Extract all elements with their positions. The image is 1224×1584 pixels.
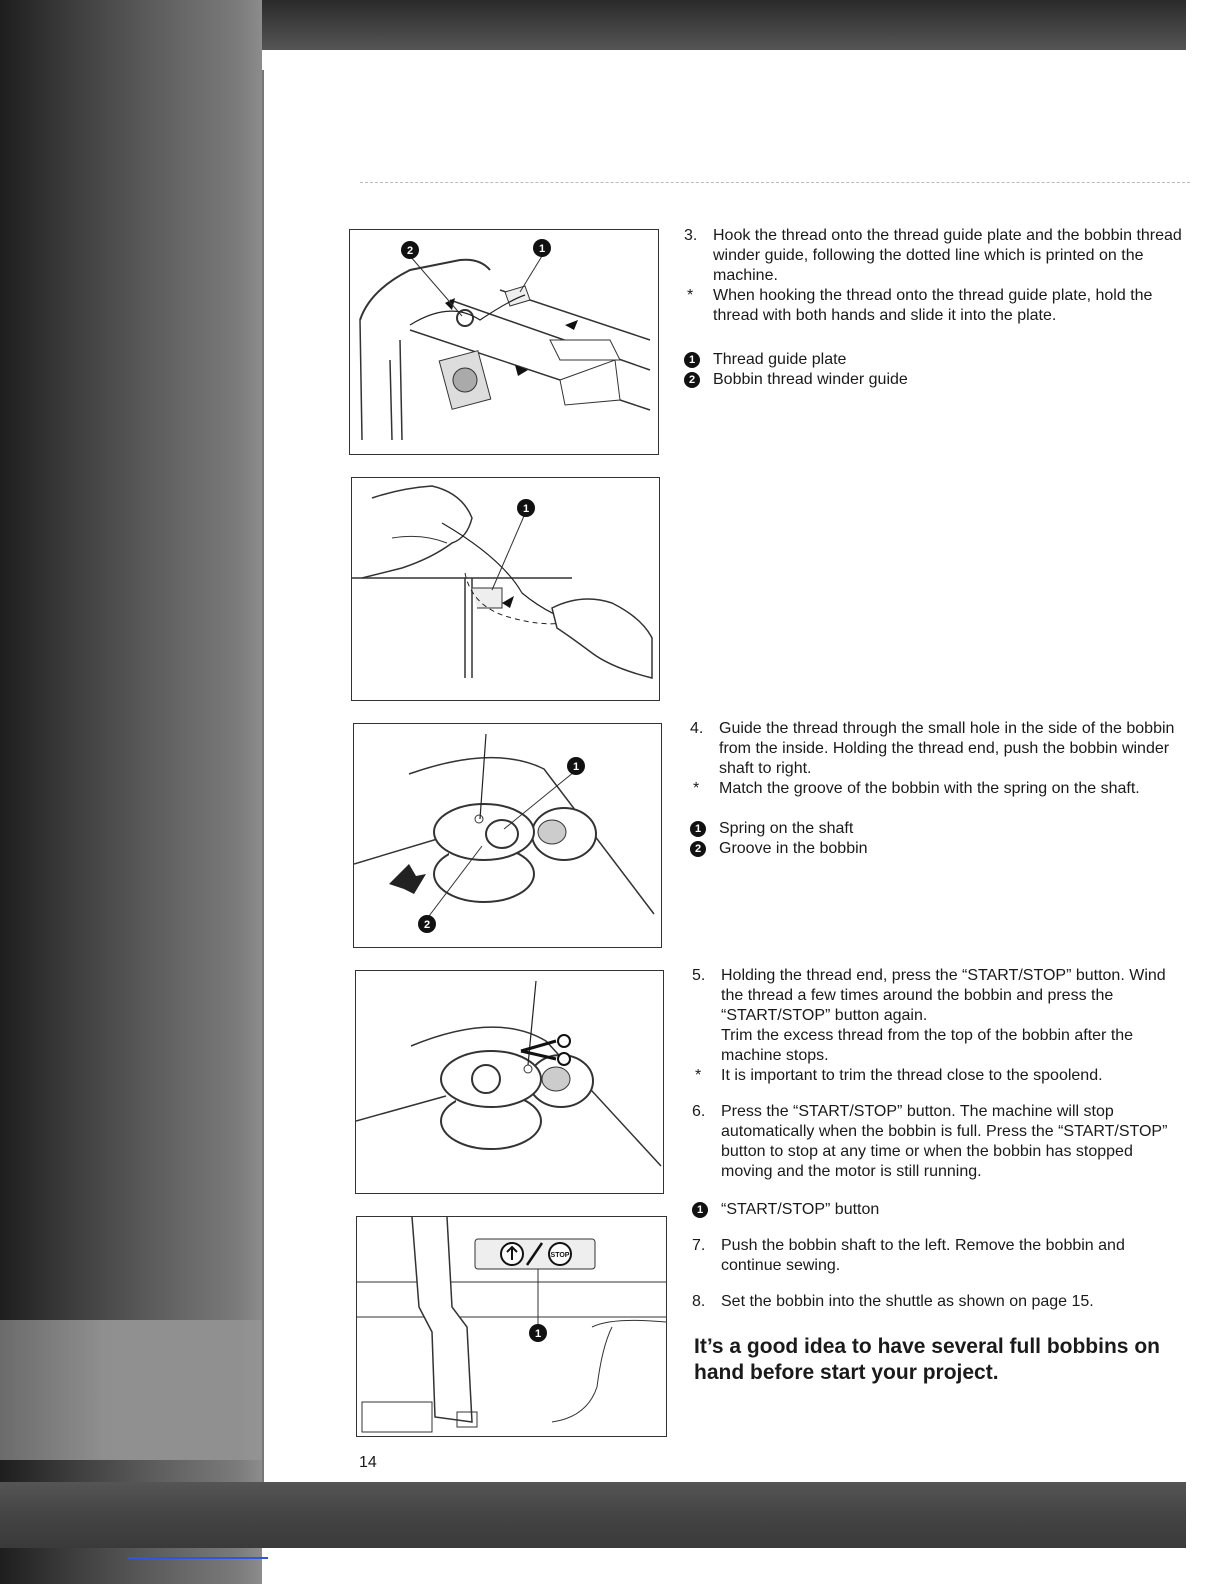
- step-5: [692, 966, 1186, 1066]
- figure1-callout-1: 1: [538, 243, 546, 255]
- legend-bobbin-winder-guide: [684, 370, 1186, 390]
- step-6-number: 6.: [692, 1103, 706, 1120]
- step-4-text: Guide the thread through the small hole in the side of the bobbin from the inside. Holding the thread end, push the bobbin winder shaft to right.: [719, 720, 1175, 777]
- step-4-note-text: Match the groove of the bobbin with the spring on the shaft.: [719, 780, 1140, 797]
- figure-bobbin-shaft: [353, 723, 662, 948]
- step-8-text: Set the bobbin into the shuttle as shown on page 15.: [721, 1293, 1094, 1310]
- step-5-note: [692, 1066, 1186, 1086]
- legend-label: “START/STOP” button: [721, 1201, 880, 1218]
- hands-thread-illustration: [352, 478, 659, 700]
- figure3-callout-1: 1: [572, 761, 580, 773]
- start-stop-illustration: [357, 1217, 666, 1436]
- step-6-text: Press the “START/STOP” button. The machine will stop automatically when the bobbin is full. Press the “START/STOP” button to stop at any time or when the bobbin has stopped moving and the motor is still running.: [721, 1103, 1168, 1180]
- step-4: [690, 719, 1186, 779]
- section-step-3: [684, 226, 1186, 390]
- figure3-callout-2: 2: [423, 919, 431, 931]
- legend-label: Bobbin thread winder guide: [713, 371, 908, 388]
- legend-start-stop-button: [692, 1200, 1186, 1220]
- legend-spring-on-shaft: [690, 819, 1186, 839]
- legend-badge-2: 2: [684, 372, 700, 388]
- step-3-text: Hook the thread onto the thread guide plate and the bobbin thread winder guide, following the dotted line which is printed on the machine.: [713, 227, 1182, 284]
- bobbin-shaft-illustration: [354, 724, 661, 947]
- legend-label: Thread guide plate: [713, 351, 847, 368]
- tip-heading: It’s a good idea to have several full bobbins on hand before start your project.: [694, 1335, 1160, 1384]
- scan-background-left: [0, 0, 262, 1584]
- figure-start-stop-button: [356, 1216, 667, 1437]
- figure1-callout-2: 2: [406, 245, 414, 257]
- header-dashed-line: [360, 182, 1190, 183]
- step-3-note-text: When hooking the thread onto the thread guide plate, hold the thread with both hands and slide it into the plate.: [713, 287, 1153, 324]
- step-4-note: [690, 779, 1186, 799]
- section-step-4: [690, 719, 1186, 859]
- step-8-number: 8.: [692, 1293, 706, 1310]
- figure5-callout-1: 1: [534, 1328, 542, 1340]
- legend-badge-1: 1: [692, 1202, 708, 1218]
- legend-badge-2: 2: [690, 841, 706, 857]
- legend-label: Spring on the shaft: [719, 820, 854, 837]
- stop-button-label: STOP: [550, 1252, 570, 1259]
- legend-label: Groove in the bobbin: [719, 840, 868, 857]
- step-4-number: 4.: [690, 720, 704, 737]
- step-5-note-text: It is important to trim the thread close to the spoolend.: [721, 1067, 1103, 1084]
- legend-badge-1: 1: [690, 821, 706, 837]
- thread-guide-illustration: [350, 230, 658, 454]
- link-underline: [128, 1557, 268, 1559]
- legend-thread-guide-plate: [684, 350, 1186, 370]
- step-3: [684, 226, 1186, 286]
- note-marker: *: [687, 287, 694, 304]
- step-3-number: 3.: [684, 227, 698, 244]
- step-5-number: 5.: [692, 967, 706, 984]
- figure-thread-guide: [349, 229, 659, 455]
- legend-badge-1: 1: [684, 352, 700, 368]
- trim-thread-illustration: [356, 971, 663, 1193]
- step-3-note: [684, 286, 1186, 326]
- legend-groove-in-bobbin: [690, 839, 1186, 859]
- figure-trim-thread: [355, 970, 664, 1194]
- step-7-number: 7.: [692, 1237, 706, 1254]
- figure-hands-thread: [351, 477, 660, 701]
- figure2-callout-1: 1: [522, 503, 530, 515]
- page-number: 14: [359, 1454, 377, 1471]
- step-5-text: Holding the thread end, press the “START/STOP” button. Wind the thread a few times around the bobbin and press the “START/STOP” button again.: [721, 967, 1166, 1024]
- step-7-text: Push the bobbin shaft to the left. Remove the bobbin and continue sewing.: [721, 1237, 1125, 1274]
- step-5-text-2: Trim the excess thread from the top of the bobbin after the machine stops.: [721, 1027, 1134, 1064]
- step-6: [692, 1102, 1186, 1182]
- section-steps-5-8: [692, 966, 1186, 1312]
- step-7: [692, 1236, 1186, 1276]
- step-8: [692, 1292, 1186, 1312]
- scan-background-bottom: [0, 1482, 1224, 1548]
- note-marker: *: [693, 780, 700, 797]
- note-marker: *: [695, 1067, 702, 1084]
